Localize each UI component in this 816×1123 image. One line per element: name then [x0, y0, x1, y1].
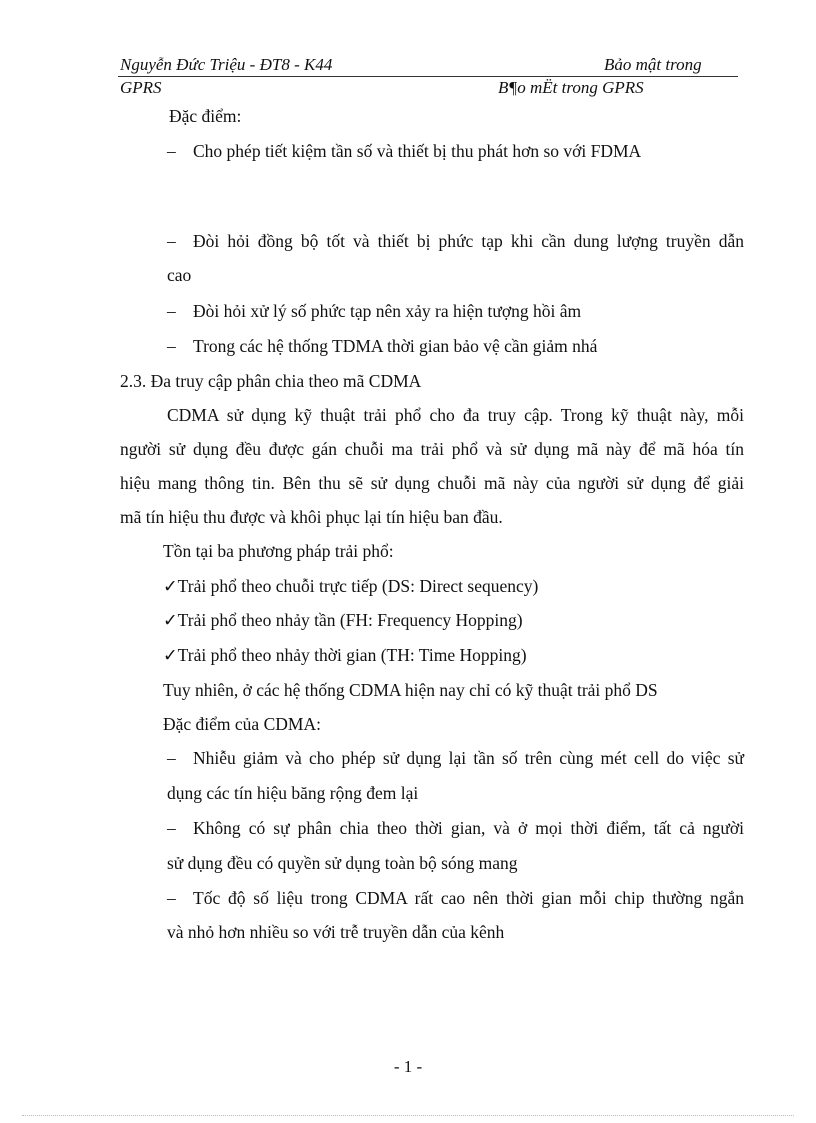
- page-bottom-divider: [22, 1115, 794, 1116]
- list-item: [167, 338, 597, 356]
- paragraph-line: Đặc điểm của CDMA:: [163, 714, 321, 734]
- list-item: [167, 303, 581, 321]
- dash-bullet: –: [167, 818, 176, 838]
- dash-bullet: –: [167, 888, 176, 908]
- checklist-item: ✓Trải phổ theo chuỗi trực tiếp (DS: Direct sequency): [163, 576, 539, 596]
- section-heading: 2.3. Đa truy cập phân chia theo mã CDMA: [120, 371, 422, 391]
- dash-bullet: –: [167, 748, 176, 768]
- paragraph-line: Tồn tại ba phương pháp trải phổ:: [163, 541, 394, 561]
- paragraph-text: người sử dụng đều được gán chuỗi ma trải phổ và sử dụng mã này để mã hóa tín: [120, 439, 744, 459]
- header-rule: [118, 76, 738, 77]
- checklist-item: ✓Trải phổ theo nhảy tần (FH: Frequency Hopping): [163, 610, 523, 630]
- paragraph-line: Tuy nhiên, ở các hệ thống CDMA hiện nay chỉ có kỹ thuật trải phổ DS: [163, 680, 658, 700]
- list-item-text: Trong các hệ thống TDMA thời gian bảo vệ cần giảm nhá: [193, 336, 598, 356]
- heading-features: Đặc điểm:: [169, 106, 242, 126]
- paragraph-text: hiệu mang thông tin. Bên thu sẽ sử dụng chuỗi mã này của người sử dụng để giải: [120, 473, 744, 493]
- list-item: [167, 233, 744, 251]
- list-item: [167, 890, 744, 908]
- list-item-text: Đòi hỏi đồng bộ tốt và thiết bị phức tạp khi cần dung lượng truyền dẫn: [193, 231, 744, 251]
- list-item-text: Tốc độ số liệu trong CDMA rất cao nên thời gian mỗi chip thường ngắn: [193, 888, 744, 908]
- header-title-cont: GPRS: [120, 78, 162, 97]
- list-item-text: Cho phép tiết kiệm tần số và thiết bị thu phát hơn so với FDMA: [193, 141, 642, 161]
- header-title-encoded: B¶o mËt trong GPRS: [498, 78, 644, 97]
- list-item-text: Đòi hỏi xử lý số phức tạp nên xảy ra hiện tượng hồi âm: [193, 301, 582, 321]
- paragraph-line: [120, 441, 744, 459]
- list-item-text: Không có sự phân chia theo thời gian, và ở mọi thời điểm, tất cả người: [193, 818, 744, 838]
- header-title: Bảo mật trong: [604, 55, 702, 74]
- dash-bullet: –: [167, 231, 176, 251]
- paragraph-line: [120, 475, 744, 493]
- paragraph-line: mã tín hiệu thu được và khôi phục lại tín hiệu ban đầu.: [120, 507, 503, 527]
- list-item: [167, 143, 641, 161]
- list-item: [167, 750, 744, 768]
- paragraph-line: [167, 407, 744, 425]
- page-number: - 1 -: [393, 1057, 423, 1076]
- list-item-cont: cao: [167, 265, 192, 285]
- checklist-item: ✓Trải phổ theo nhảy thời gian (TH: Time Hopping): [163, 645, 527, 665]
- list-item-cont: dụng các tín hiệu băng rộng đem lại: [167, 783, 419, 803]
- list-item-cont: sử dụng đều có quyền sử dụng toàn bộ sóng mang: [167, 853, 518, 873]
- dash-bullet: –: [167, 336, 176, 356]
- dash-bullet: –: [167, 141, 176, 161]
- header-author: Nguyễn Đức Triệu - ĐT8 - K44: [120, 55, 333, 74]
- list-item-text: Nhiễu giảm và cho phép sử dụng lại tần số trên cùng mét cell do việc sử: [193, 748, 744, 768]
- dash-bullet: –: [167, 301, 176, 321]
- paragraph-text: CDMA sử dụng kỹ thuật trải phổ cho đa truy cập. Trong kỹ thuật này, mỗi: [167, 405, 744, 425]
- list-item-cont: và nhỏ hơn nhiều so với trễ truyền dẫn của kênh: [167, 922, 505, 942]
- list-item: [167, 820, 744, 838]
